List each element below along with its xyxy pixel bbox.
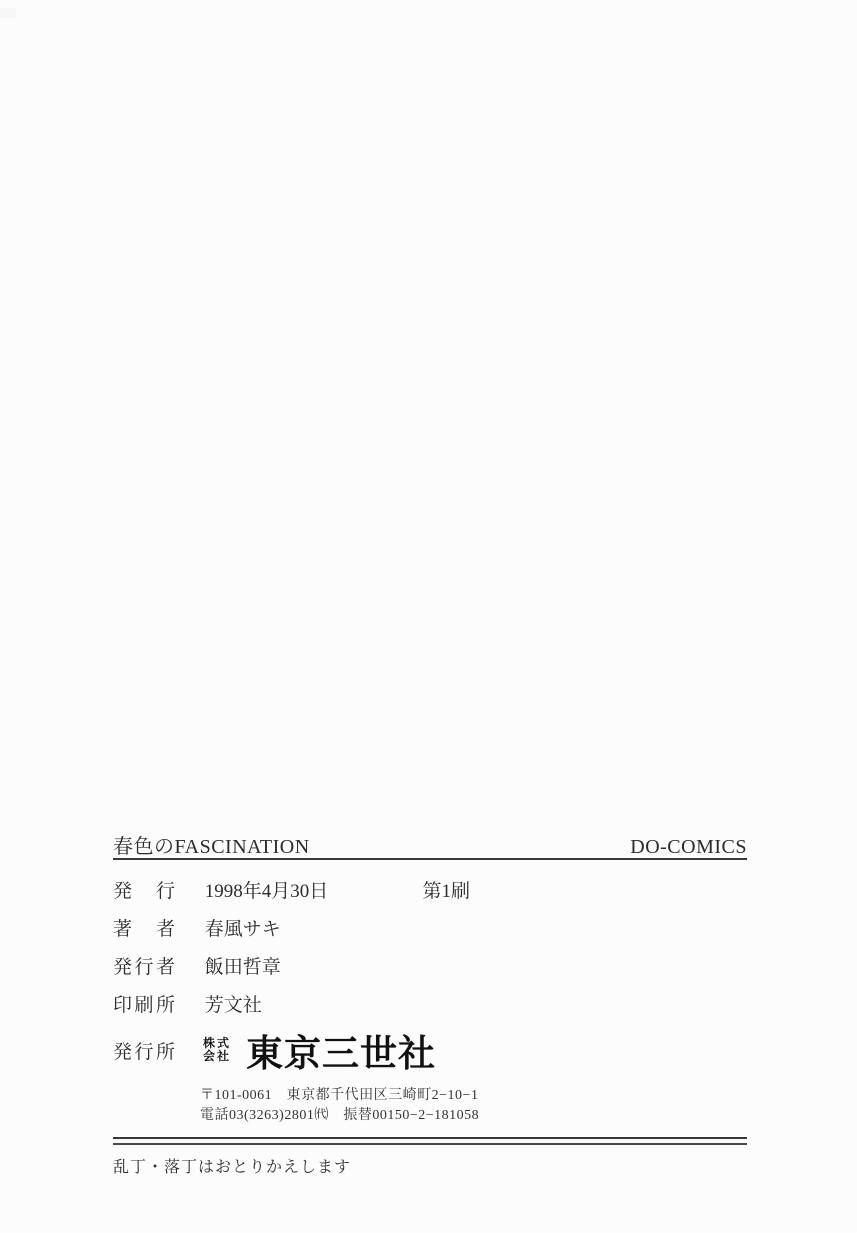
title-row	[113, 830, 747, 858]
series-label: DO-COMICS	[630, 836, 747, 858]
row-issuer	[113, 952, 747, 978]
row-label: 著 者	[113, 919, 175, 940]
publication-rows	[113, 876, 747, 1016]
corp-mark-top: 株式	[203, 1036, 232, 1050]
publisher-address	[200, 1086, 747, 1126]
row-label: 発行所	[113, 1041, 175, 1063]
horizontal-rule-bottom	[113, 1137, 747, 1145]
row-printer	[113, 990, 747, 1016]
address-line-phone: 電話03(3263)2801㈹ 振替00150−2−181058	[200, 1108, 480, 1123]
replacement-note: 乱丁・落丁はおとりかえします	[113, 1159, 352, 1176]
row-published	[113, 876, 747, 902]
book-title: 春色のFASCINATION	[113, 836, 310, 858]
publisher-name: 東京三世社	[246, 1033, 437, 1074]
row-publisher	[113, 1028, 747, 1072]
corp-mark-bottom: 会社	[203, 1049, 232, 1063]
row-value: 芳文社	[204, 995, 262, 1016]
kabushiki-gaisha-mark	[203, 1037, 231, 1063]
row-author	[113, 914, 747, 940]
colophon-block	[113, 830, 747, 1177]
row-label: 発 行	[113, 881, 175, 902]
scan-artifact	[0, 8, 16, 18]
row-value: 春風サキ	[204, 919, 281, 940]
row-extra: 第1刷	[422, 881, 471, 902]
row-label: 発行者	[113, 957, 175, 978]
row-label: 印刷所	[113, 995, 175, 1016]
row-value: 飯田哲章	[204, 957, 281, 978]
address-line-postal: 〒101-0061 東京都千代田区三崎町2−10−1	[200, 1088, 479, 1103]
row-value: 1998年4月30日	[204, 881, 329, 902]
